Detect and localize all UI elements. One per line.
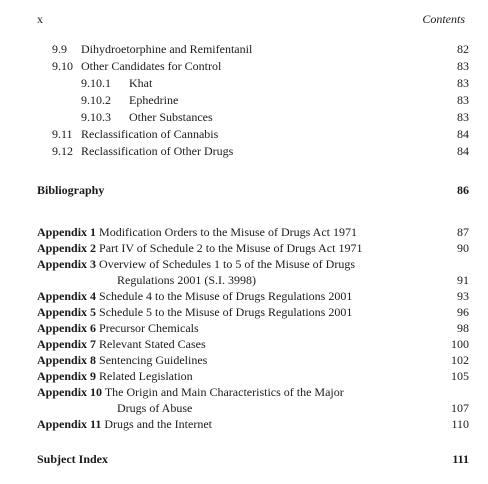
entry-number: 9.10.2 (81, 93, 111, 107)
entry-page: 100 (451, 337, 469, 351)
entry-title: Reclassification of Other Drugs (81, 144, 234, 158)
toc-entry-appendix-3 (0, 256, 488, 272)
entry-title: Ephedrine (129, 93, 179, 107)
entry-page: 84 (457, 127, 469, 141)
appendix-label: Appendix 7 (37, 337, 97, 351)
entry-page: 102 (451, 353, 469, 367)
entry-title: Schedule 5 to the Misuse of Drugs Regulations 2001 (99, 305, 353, 319)
entry-title: Subject Index (37, 452, 109, 466)
entry-page: 83 (457, 110, 469, 124)
entry-number: 9.11 (52, 127, 73, 141)
entry-page: 90 (457, 241, 469, 255)
entry-title: Bibliography (37, 183, 105, 197)
toc-entry-appendix-11 (0, 416, 488, 432)
entry-page: 82 (457, 42, 469, 56)
entry-page: 107 (451, 401, 469, 415)
appendix-label: Appendix 8 (37, 353, 97, 367)
appendix-label: Appendix 6 (37, 321, 97, 335)
entry-page: 110 (451, 417, 469, 431)
page-number: x (37, 12, 43, 26)
toc-entry-appendix-6 (0, 320, 488, 336)
entry-title: Related Legislation (99, 369, 193, 383)
entry-page: 91 (457, 273, 469, 287)
entry-title: Drugs and the Internet (104, 417, 212, 431)
appendix-label: Appendix 9 (37, 369, 97, 383)
toc-entry-appendix-5 (0, 304, 488, 320)
entry-page: 98 (457, 321, 469, 335)
entry-title-continuation: Drugs of Abuse (117, 401, 193, 415)
toc-entry-9-10-2 (0, 92, 488, 108)
entry-title: Relevant Stated Cases (99, 337, 206, 351)
appendix-label: Appendix 3 (37, 257, 97, 271)
entry-page: 86 (457, 183, 469, 197)
running-title: Contents (422, 12, 465, 26)
entry-title: Overview of Schedules 1 to 5 of the Misuse of Drugs (99, 257, 355, 271)
entry-number: 9.10.1 (81, 76, 111, 90)
entry-title: Reclassification of Cannabis (81, 127, 219, 141)
entry-page: 83 (457, 93, 469, 107)
entry-title: Precursor Chemicals (99, 321, 199, 335)
toc-entry-9-10 (0, 58, 488, 74)
entry-title-continuation: Regulations 2001 (S.I. 3998) (117, 273, 256, 287)
entry-number: 9.9 (52, 42, 67, 56)
entry-title: The Origin and Main Characteristics of the Major (104, 385, 344, 399)
entry-title: Khat (129, 76, 153, 90)
toc-entry-9-10-1 (0, 75, 488, 91)
toc-entry-appendix-7 (0, 336, 488, 352)
entry-number: 9.10 (52, 59, 73, 73)
entry-title: Modification Orders to the Misuse of Drugs Act 1971 (99, 225, 357, 239)
toc-entry-9-10-3 (0, 109, 488, 125)
entry-page: 105 (451, 369, 469, 383)
entry-number: 9.10.3 (81, 110, 111, 124)
entry-page: 83 (457, 76, 469, 90)
appendix-label: Appendix 10 (37, 385, 103, 399)
entry-title: Other Candidates for Control (81, 59, 222, 73)
appendix-label: Appendix 1 (37, 225, 97, 239)
entry-page: 87 (457, 225, 469, 239)
entry-number: 9.12 (52, 144, 73, 158)
entry-page: 93 (457, 289, 469, 303)
toc-entry-subject-index (0, 451, 488, 467)
toc-entry-appendix-10 (0, 384, 488, 400)
appendix-label: Appendix 4 (37, 289, 97, 303)
toc-entry-bibliography (0, 182, 488, 198)
entry-page: 83 (457, 59, 469, 73)
entry-page: 84 (457, 144, 469, 158)
toc-entry-appendix-2 (0, 240, 488, 256)
entry-title: Schedule 4 to the Misuse of Drugs Regulations 2001 (99, 289, 353, 303)
appendix-label: Appendix 2 (37, 241, 97, 255)
entry-title: Dihydroetorphine and Remifentanil (81, 42, 253, 56)
entry-title: Part IV of Schedule 2 to the Misuse of Drugs Act 1971 (99, 241, 363, 255)
toc-entry-9-12 (0, 143, 488, 159)
toc-entry-appendix-10-continuation (0, 400, 488, 416)
toc-entry-appendix-8 (0, 352, 488, 368)
entry-title: Sentencing Guidelines (99, 353, 208, 367)
toc-entry-appendix-3-continuation (0, 272, 488, 288)
appendix-label: Appendix 5 (37, 305, 97, 319)
entry-title: Other Substances (129, 110, 213, 124)
toc-entry-appendix-4 (0, 288, 488, 304)
toc-entry-appendix-9 (0, 368, 488, 384)
appendix-label: Appendix 11 (37, 417, 102, 431)
entry-page: 111 (452, 452, 469, 466)
entry-page: 96 (457, 305, 469, 319)
toc-entry-9-9 (0, 41, 488, 57)
toc-entry-appendix-1 (0, 224, 488, 240)
toc-entry-9-11 (0, 126, 488, 142)
